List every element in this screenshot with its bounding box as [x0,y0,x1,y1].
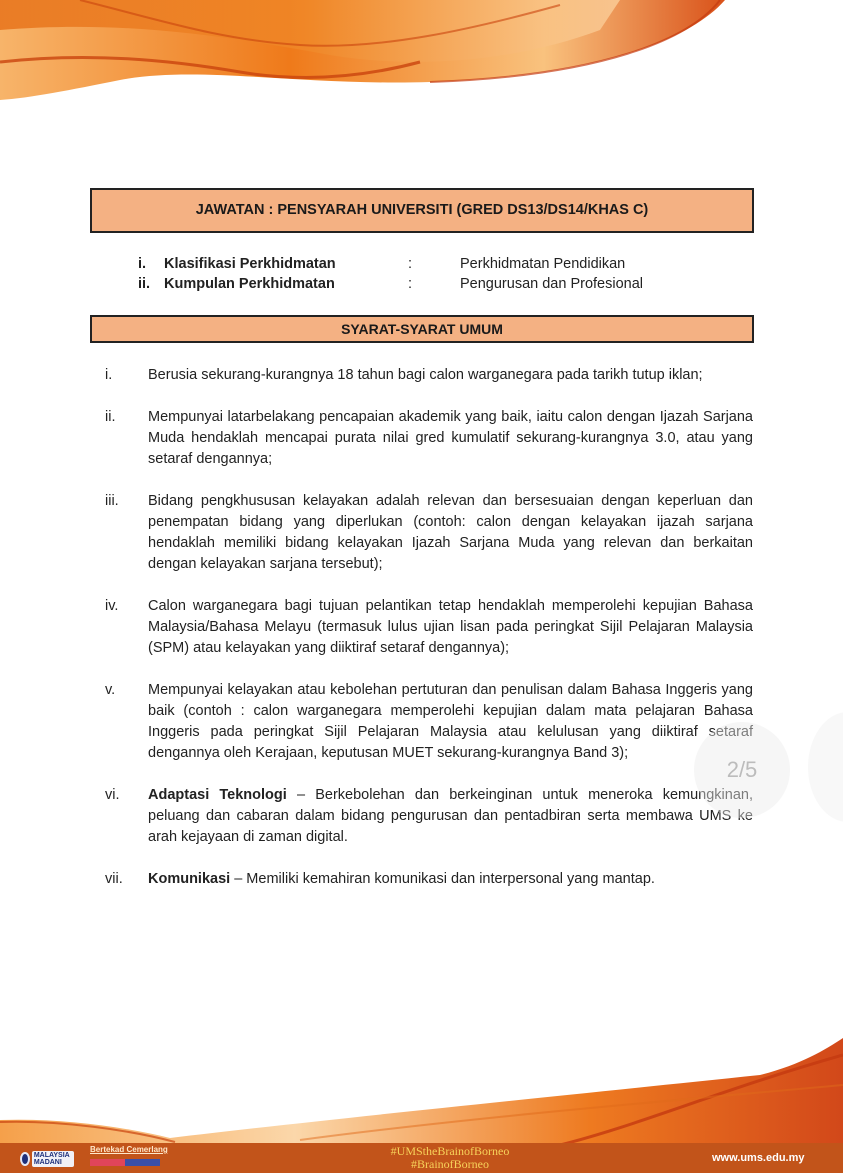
requirement-text: Berusia sekurang-kurangnya 18 tahun bagi calon warganegara pada tarikh tutup iklan; [148,367,703,383]
bertekad-logo-banner [90,1159,160,1166]
classification-row [138,274,643,294]
requirement-number: ii. [105,409,116,425]
requirement-text [148,869,753,890]
requirement-description: – Berkebolehan dan berkeinginan untuk meneroka kemungkinan, peluang dan cabaran dalam bidang pengurusan dan pentadbiran serta membawa UMS ke arah kejayaan di zaman digital. [148,787,753,845]
requirement-number: vi. [105,787,120,803]
requirement-item [105,680,753,764]
website-link[interactable]: www.ums.edu.my [712,1152,805,1164]
madani-logo-text: MALAYSIA MADANI [32,1151,74,1167]
madani-emblem-icon [20,1152,30,1166]
hashtag-brain-of-borneo: #BrainofBorneo [411,1157,489,1171]
requirement-number: iii. [105,493,119,509]
requirement-item [105,365,753,386]
requirement-text: Calon warganegara bagi tujuan pelantikan tetap hendaklah memperolehi kepujian Bahasa Malaysia/Bahasa Melayu (termasuk lulus ujian lisan pada peringkat Sijil Pelajaran Malaysia (SPM) atau kelayakan yang diiktiraf setaraf dengannya); [148,598,753,656]
requirement-number: v. [105,682,116,698]
requirement-item [105,869,753,890]
footer-hashtags [350,1145,550,1171]
classification-number: i. [138,256,147,272]
classification-colon: : [408,256,413,272]
requirement-item [105,785,753,848]
bertekad-logo-text: Bertekad Cemerlang [90,1145,168,1154]
hashtag-ums-brain-of-borneo: #UMStheBrainofBorneo [390,1144,510,1158]
classification-value: Pengurusan dan Profesional [460,276,643,292]
requirement-bold-label: Adaptasi Teknologi [148,787,287,803]
requirement-bold-label: Komunikasi [148,871,231,887]
requirement-text: Mempunyai kelayakan atau kebolehan pertuturan dan penulisan dalam Bahasa Inggeris yang baik (contoh : calon warganegara memperolehi kepujian dalam mata pelajaran Bahasa Inggeris pada peringkat Sijil Pelajaran Malaysia atau kelulusan yang diiktiraf setaraf dengannya oleh Kerajaan, keputusan MUET sekurang-kurangnya Band 3); [148,682,753,761]
classification-value: Perkhidmatan Pendidikan [460,256,626,272]
requirement-item [105,407,753,470]
page-indicator: 2/5 [694,722,790,818]
requirement-item [105,596,753,659]
general-requirements-heading: SYARAT-SYARAT UMUM [90,315,754,343]
next-page-button[interactable] [808,712,843,822]
classification-colon: : [408,276,413,292]
requirement-number: iv. [105,598,119,614]
requirement-number: vii. [105,871,123,887]
requirement-text: Mempunyai latarbelakang pencapaian akademik yang baik, iaitu calon dengan Ijazah Sarjana Muda hendaklah mencapai purata nilai gred kumulatif sekurang-kurangnya 3.0, atau yang setaraf dengannya; [148,409,753,467]
requirements-list [105,365,753,911]
classification-label: Klasifikasi Perkhidmatan [164,256,336,272]
bertekad-cemerlang-logo [90,1145,168,1171]
requirement-description: – Memiliki kemahiran komunikasi dan interpersonal yang mantap. [230,871,655,887]
requirement-item [105,491,753,575]
decorative-swoosh-bottom [0,1030,843,1145]
job-title-heading: JAWATAN : PENSYARAH UNIVERSITI (GRED DS13/DS14/KHAS C) [90,188,754,233]
classification-number: ii. [138,276,151,292]
service-classification [138,254,643,294]
classification-row [138,254,643,274]
requirement-text: Bidang pengkhususan kelayakan adalah relevan dan bersesuaian dengan keperluan dan penempatan bidang yang diperlukan (contoh: calon dengan kelayakan ijazah sarjana hendaklah memiliki bidang kelayakan Ijazah Sarjana Muda yang relevan dan berkaitan dengan kelayakan sarjana tersebut); [148,493,753,572]
requirement-text [148,785,753,848]
decorative-swoosh-top [0,0,843,110]
requirement-number: i. [105,367,113,383]
classification-label: Kumpulan Perkhidmatan [164,276,335,292]
footer-bar [0,1143,843,1173]
malaysia-madani-logo [20,1146,74,1172]
